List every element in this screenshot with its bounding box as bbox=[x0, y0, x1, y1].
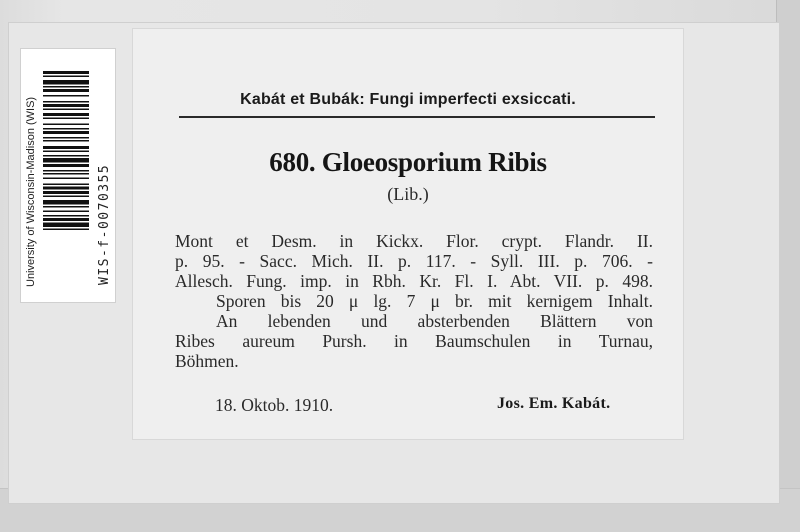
title-rule bbox=[179, 116, 655, 118]
label-line: Böhmen. bbox=[175, 351, 239, 371]
label-line: An lebenden und absterbenden Blättern von bbox=[216, 311, 653, 331]
label-line: Sporen bis 20 μ lg. 7 μ br. mit kernigem Inhalt. bbox=[216, 291, 653, 311]
series-title: Kabát et Bubák: Fungi imperfecti exsiccati. bbox=[240, 91, 576, 108]
label-line: Mont et Desm. in Kickx. Flor. crypt. Flandr. II. bbox=[175, 231, 653, 251]
label-line: Ribes aureum Pursh. in Baumschulen in Turnau, bbox=[175, 331, 653, 351]
label-line: p. 95. - Sacc. Mich. II. p. 117. - Syll. III. p. 706. - bbox=[175, 251, 653, 271]
barcode-icon bbox=[43, 71, 89, 281]
specimen-label bbox=[133, 29, 683, 439]
barcode-number: WIS-f-0070355 bbox=[97, 163, 112, 285]
species-title: 680. Gloeosporium Ribis bbox=[269, 147, 547, 177]
collector-name: Jos. Em. Kabát. bbox=[497, 395, 611, 412]
barcode-institution: University of Wisconsin-Madison (WIS) bbox=[25, 96, 37, 287]
barcode-card bbox=[20, 48, 116, 303]
label-line: Allesch. Fung. imp. in Rbh. Kr. Fl. I. Abt. VII. p. 498. bbox=[175, 271, 653, 291]
collection-date: 18. Oktob. 1910. bbox=[215, 395, 334, 415]
specimen-envelope bbox=[8, 22, 780, 504]
label-body bbox=[175, 231, 653, 371]
species-author: (Lib.) bbox=[387, 184, 429, 204]
